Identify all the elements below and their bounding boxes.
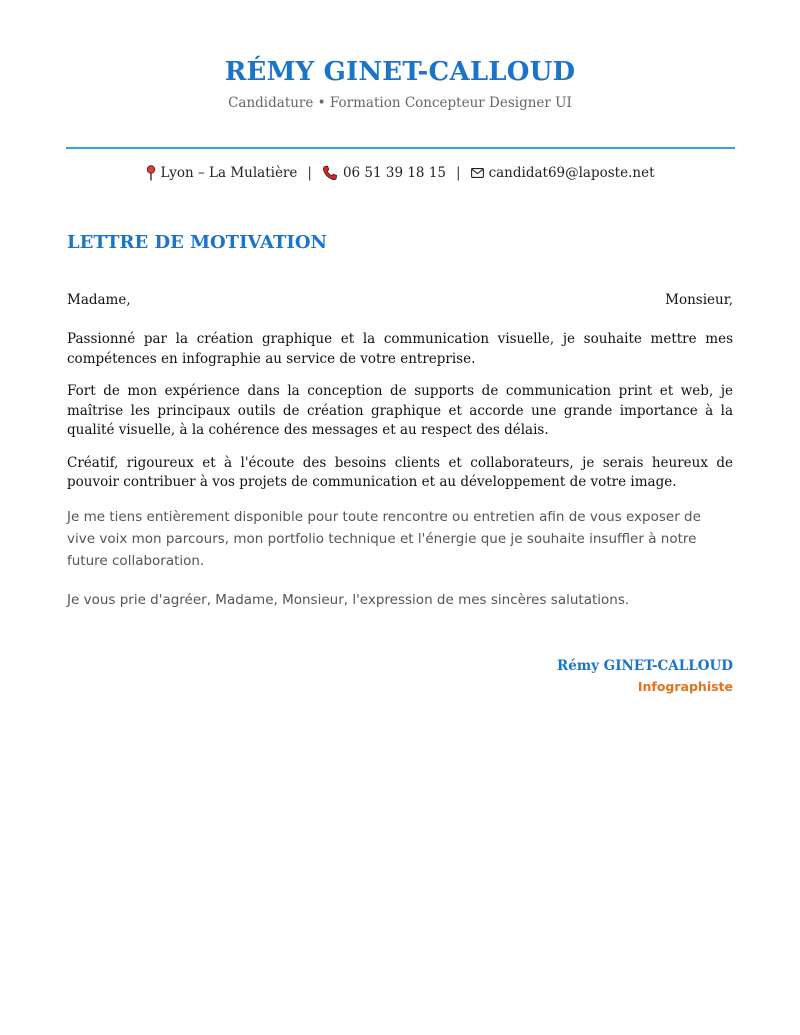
body-paragraph: Fort de mon expérience dans la conception de supports de communication print et web, je maîtrise les principaux outils de création graphique et accorde une grande importance à la qualité visuelle, à la cohérence des messages et au respect des délais. <box>67 383 733 438</box>
letter-closing <box>67 506 733 628</box>
phone-icon <box>322 165 338 181</box>
letter-title: LETTRE DE MOTIVATION <box>67 232 327 253</box>
contact-email[interactable]: candidat69@laposte.net <box>488 165 655 181</box>
contact-phone[interactable]: 06 51 39 18 15 <box>342 165 446 181</box>
header-divider <box>66 147 735 149</box>
salutation-right: Monsieur, <box>665 292 733 308</box>
contact-location: Lyon – La Mulatière <box>160 165 298 181</box>
contact-separator: | <box>307 165 312 181</box>
map-pin-icon <box>146 165 156 181</box>
application-subtitle: Candidature • Formation Concepteur Designer UI <box>228 95 572 111</box>
envelope-icon <box>471 168 484 178</box>
body-paragraph: Créatif, rigoureux et à l'écoute des besoins clients et collaborateurs, je serais heureux de pouvoir contribuer à vos projets de communication et au développement de votre image. <box>67 454 733 490</box>
closing-paragraph: Je vous prie d'agréer, Madame, Monsieur, l'expression de mes sincères salutations. <box>67 592 630 608</box>
body-paragraph: Passionné par la création graphique et la communication visuelle, je souhaite mettre mes compétences en infographie au service de votre entreprise. <box>67 331 733 367</box>
signature-role: Infographiste <box>637 679 733 694</box>
contact-bar <box>0 165 800 181</box>
signature-name: Rémy GINET-CALLOUD <box>557 658 733 674</box>
candidate-name: RÉMY GINET-CALLOUD <box>224 57 576 87</box>
contact-separator: | <box>456 165 461 181</box>
salutation <box>67 292 733 308</box>
closing-paragraph: Je me tiens entièrement disponible pour toute rencontre ou entretien afin de vous exposer de vive voix mon parcours, mon portfolio technique et l'énergie que je souhaite insuffler à notre future collaboration. <box>67 509 701 569</box>
letter-body <box>67 330 733 506</box>
salutation-left: Madame, <box>67 292 131 308</box>
